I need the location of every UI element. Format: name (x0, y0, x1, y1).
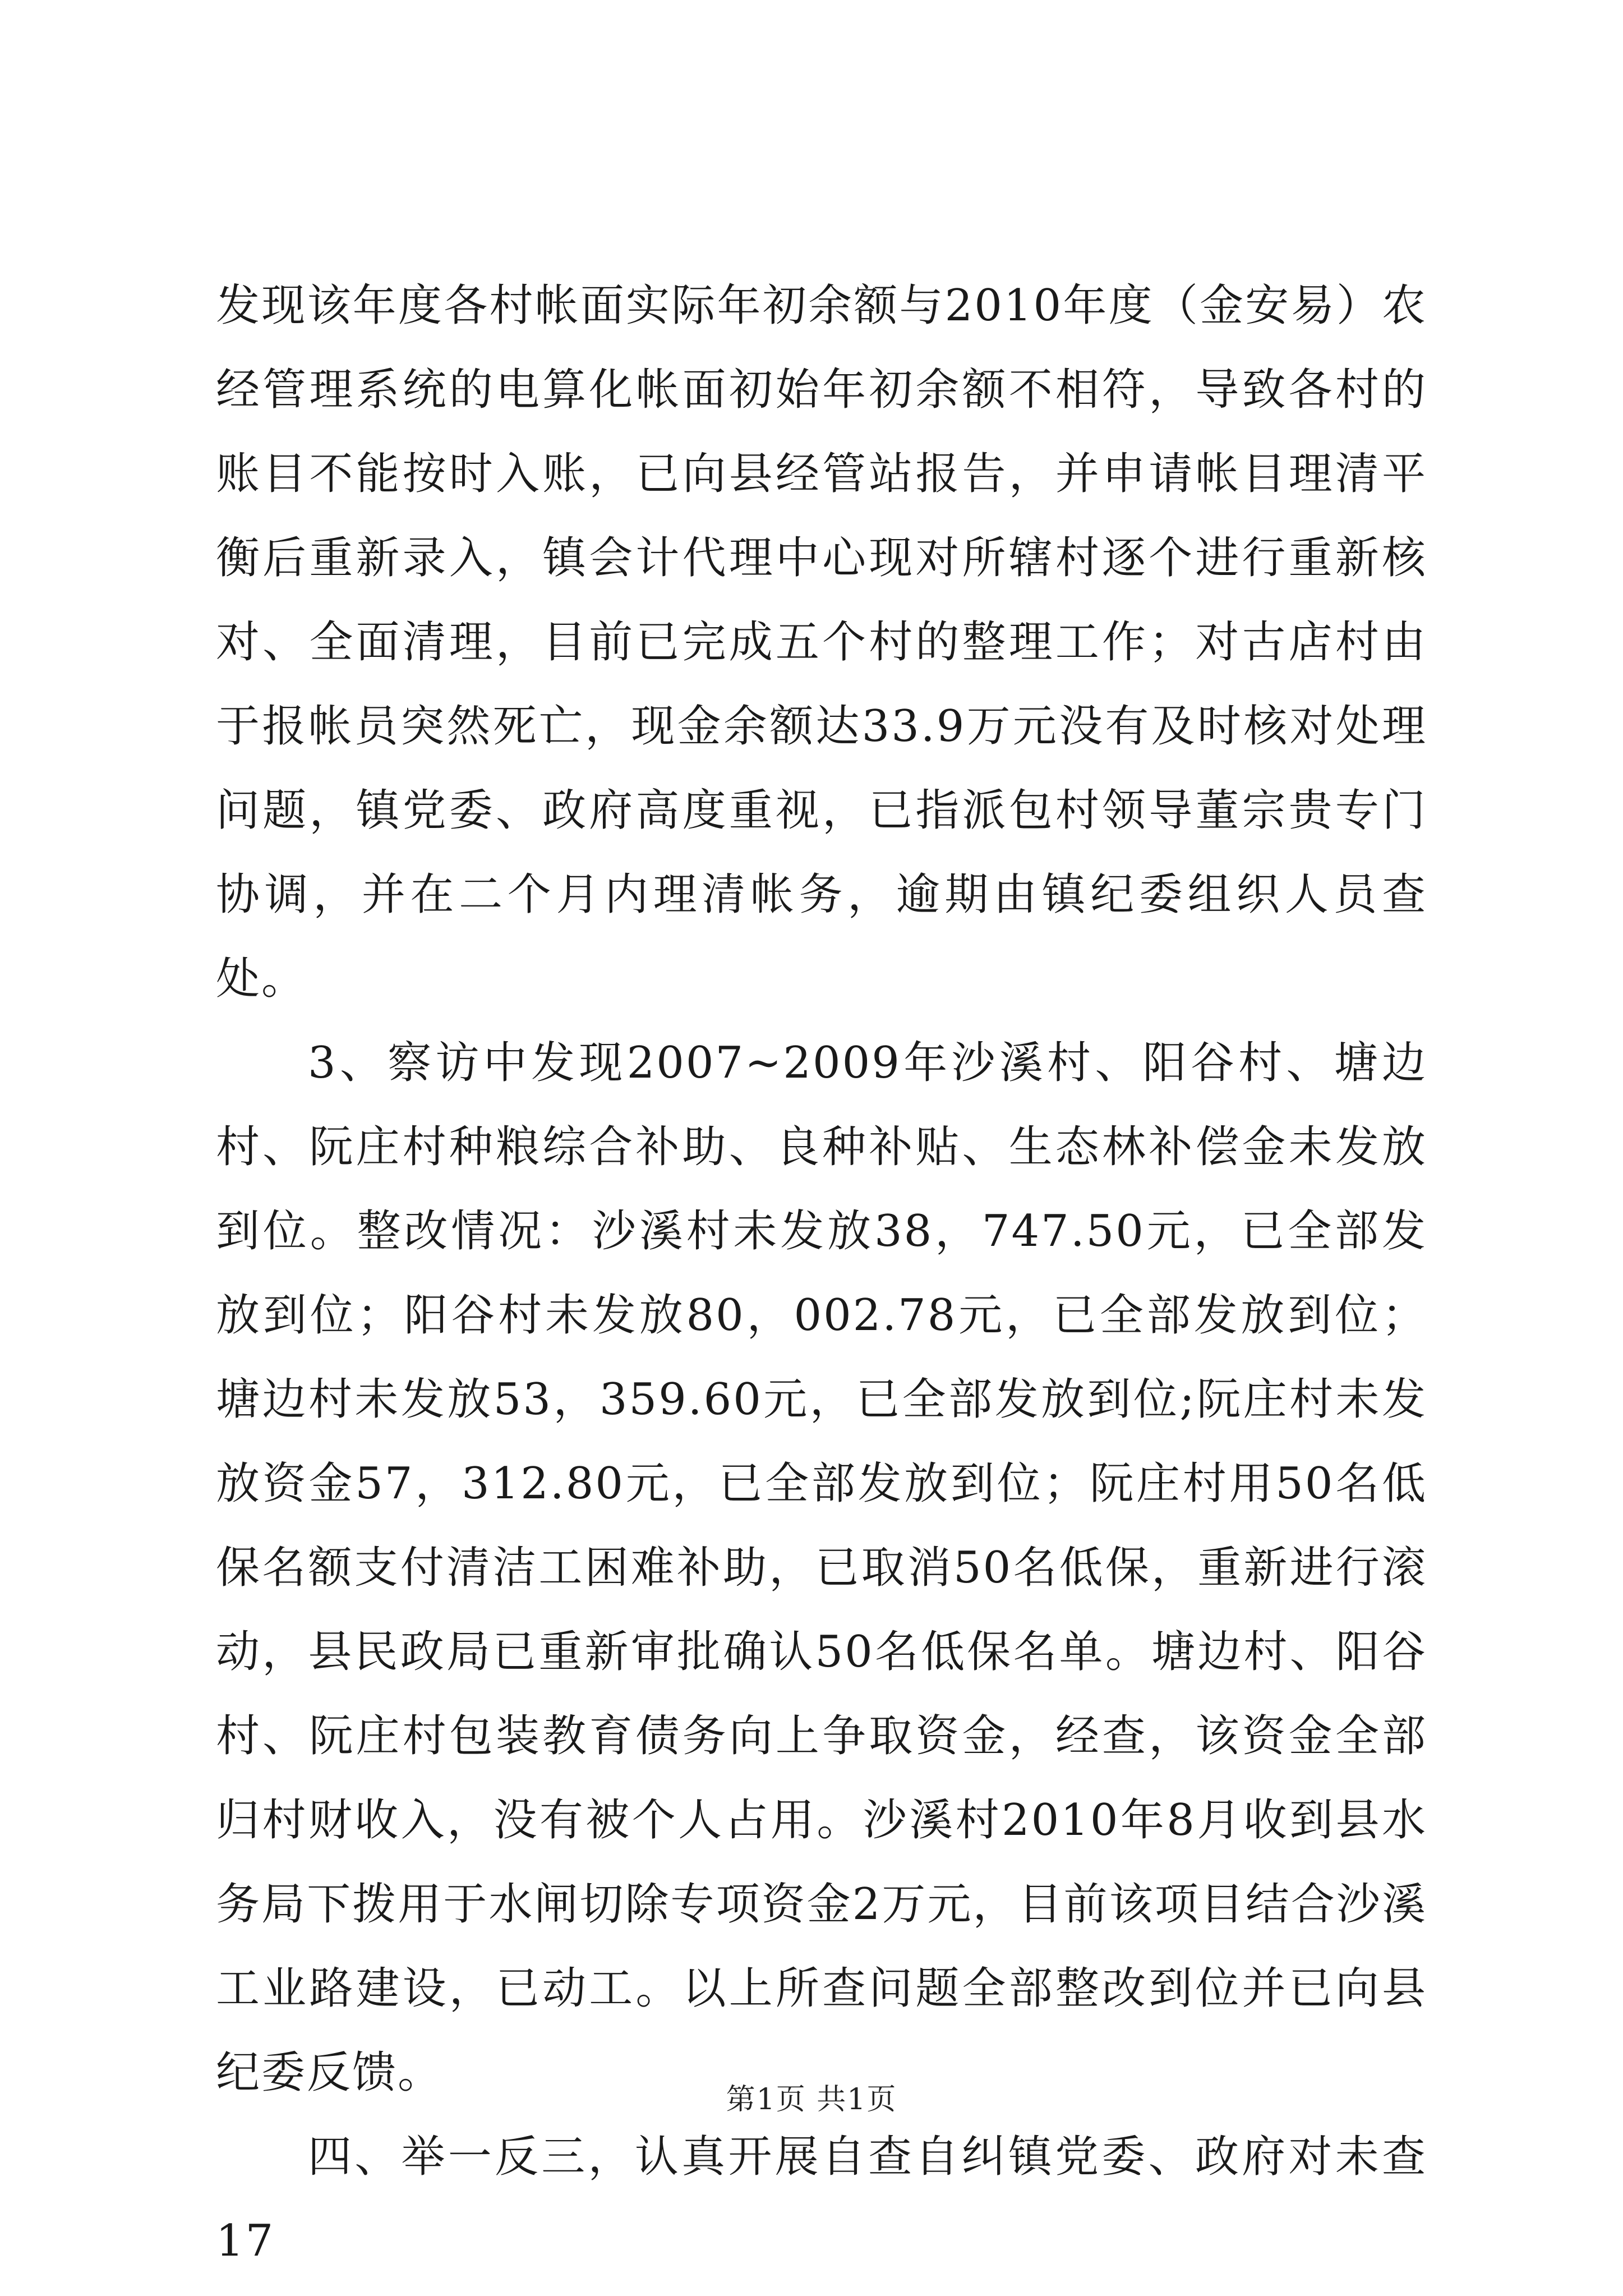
paragraph-1: 发现该年度各村帐面实际年初余额与2010年度（金安易）农经管理系统的电算化帐面初始年初余额不相符，导致各村的账目不能按时入账，已向县经管站报告，并申请帐目理清平衡后重新录入，镇会计代理中心现对所辖村逐个进行重新核对、全面清理，目前已完成五个村的整理工作；对古店村由于报帐员突然死亡，现金余额达33.9万元没有及时核对处理问题，镇党委、政府高度重视，已指派包村领导董宗贵专门协调，并在二个月内理清帐务，逾期由镇纪委组织人员查处。 (216, 280, 1427, 1004)
paragraph-2: 3、察访中发现2007~2009年沙溪村、阳谷村、塘边村、阮庄村种粮综合补助、良种补贴、生态林补偿金未发放到位。整改情况：沙溪村未发放38，747.50元，已全部发放到位；阳谷村未发放80，002.78元，已全部发放到位；塘边村未发放53，359.60元，已全部发放到位;阮庄村未发放资金57，312.80元，已全部发放到位；阮庄村用50名低保名额支付清洁工困难补助，已取消50名低保，重新进行滚动，县民政局已重新审批确认50名低保名单。塘边村、阳谷村、阮庄村包装教育债务向上争取资金，经查，该资金全部归村财收入，没有被个人占用。沙溪村2010年8月收到县水务局下拨用于水闸切除专项资金2万元，目前该项目结合沙溪工业路建设，已动工。以上所查问题全部整改到位并已向县纪委反馈。 (216, 1038, 1427, 2098)
paragraph-3: 四、举一反三，认真开展自查自纠镇党委、政府对未查17 (216, 2132, 1427, 2266)
page-footer (0, 2076, 1623, 2118)
page-number-label: 第1页 共1页 (726, 2083, 897, 2116)
document-body (216, 264, 1427, 2283)
